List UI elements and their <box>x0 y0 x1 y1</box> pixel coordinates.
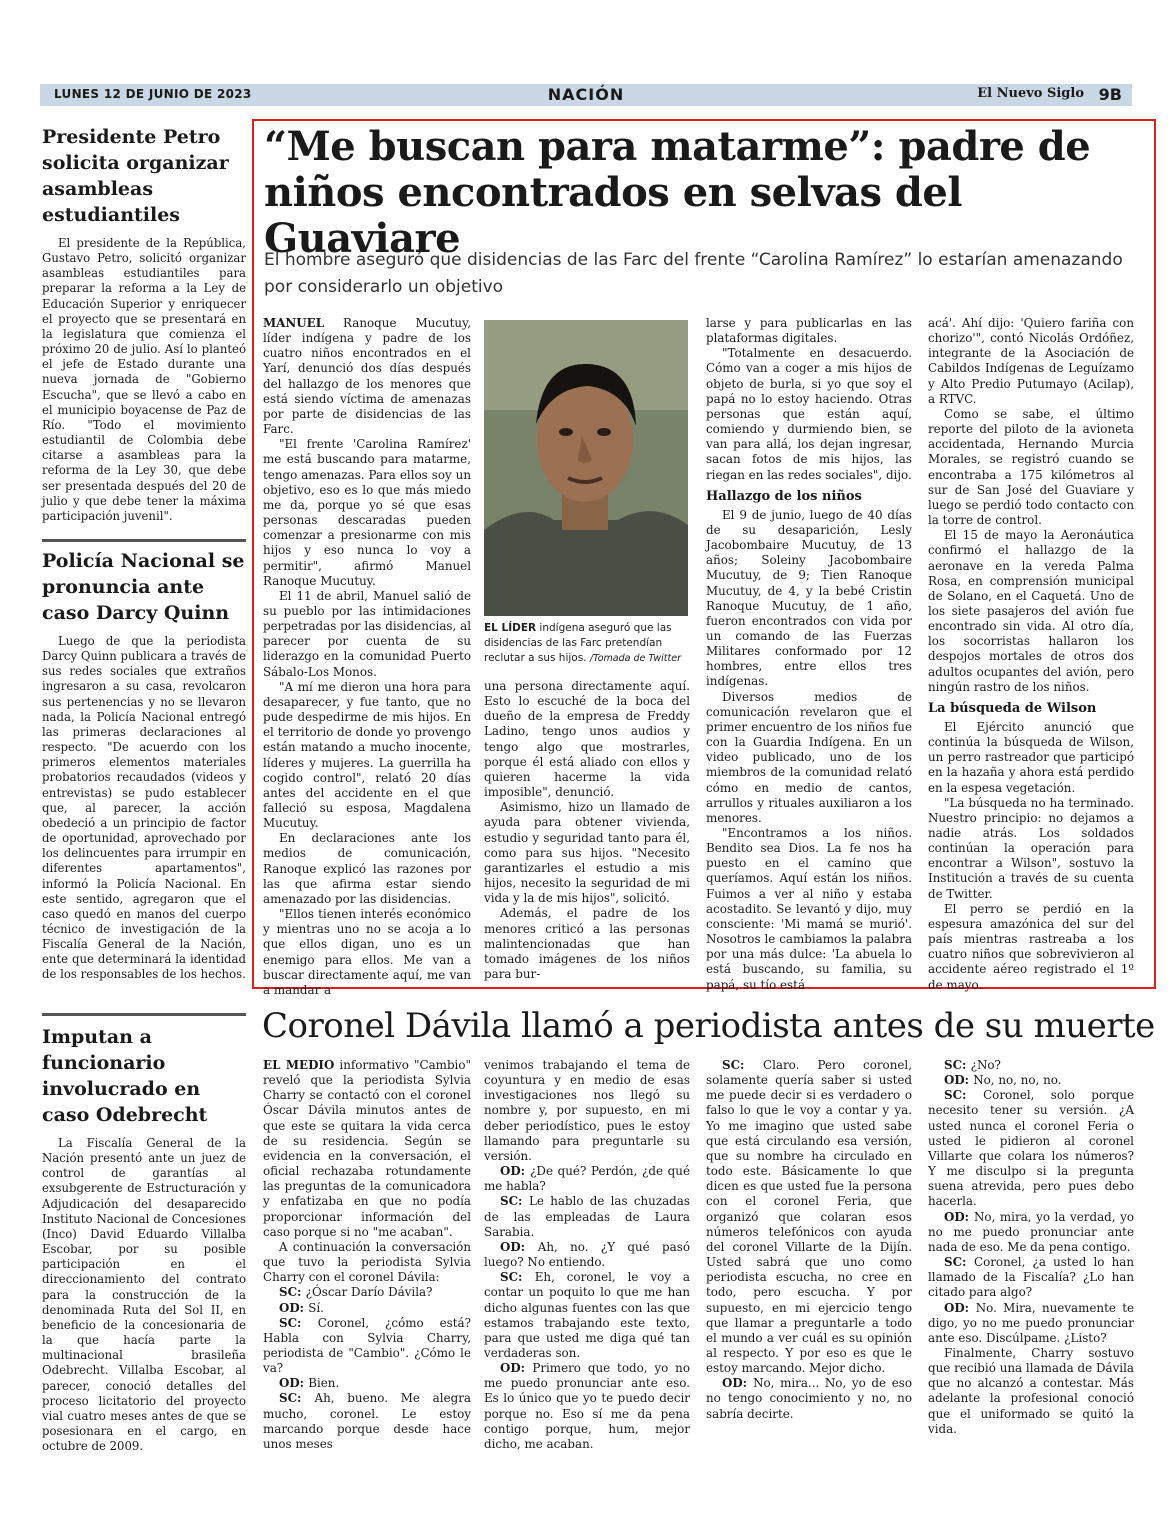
speaker-tag: OD: <box>500 1361 533 1376</box>
subheading-hallazgo: Hallazgo de los niños <box>706 488 862 504</box>
brief-body <box>42 634 246 983</box>
lead-paragraph <box>263 316 471 437</box>
paragraph: SC: Coronel, solo porque necesito tener su versión. ¿A usted nunca el coronel Feria o usted le pidieron al coronel Villarte que colara los números? Y me disculpo si la pregunta suena atrevida, pero pues debo hacerla. <box>928 1088 1134 1209</box>
speaker-tag: OD: <box>279 1376 309 1391</box>
speaker-tag: OD: <box>944 1209 974 1224</box>
photo-credit: /Tomada de Twitter <box>589 653 681 664</box>
paragraph: Además, el padre de los menores criticó a las personas malintencionadas que han tomado imágenes de los niños para bur- <box>484 906 690 981</box>
second-headline: Coronel Dávila llamó a periodista antes de su muerte <box>262 1006 1155 1046</box>
speaker-tag: OD: <box>500 1164 531 1179</box>
speaker-tag: SC: <box>944 1255 974 1270</box>
brief-divider <box>42 539 246 542</box>
brief-body <box>42 1136 246 1454</box>
section-title: NACIÓN <box>547 85 625 104</box>
paragraph: El 11 de abril, Manuel salió de su pueblo por las intimidaciones perpetradas por las disidencias, al parecer por cuenta de su liderazgo en la comunidad Puerto Sábalo-Los Monos. <box>263 588 471 679</box>
issue-date: LUNES 12 DE JUNIO DE 2023 <box>54 87 252 101</box>
brief-petro <box>42 124 246 524</box>
page-number: 9B <box>1098 85 1122 104</box>
second-column-2 <box>484 1058 690 1452</box>
brief-divider <box>42 1013 246 1016</box>
brief-darcy-quinn <box>42 548 246 983</box>
speaker-tag: SC: <box>944 1058 971 1072</box>
second-column-1 <box>263 1058 471 1452</box>
speaker-tag: SC: <box>279 1315 318 1330</box>
photo-caption <box>484 621 694 666</box>
brief-title: Presidente Petro solicita organizar asambleas estudiantiles <box>42 126 229 226</box>
paragraph: OD: ¿De qué? Perdón, ¿de qué me habla? <box>484 1164 690 1194</box>
photo-manuel-ranoque <box>484 320 688 616</box>
speaker-tag: SC: <box>279 1285 306 1300</box>
paragraph: Como se sabe, el último reporte del piloto de la avioneta accidentada, Hernando Murcia Morales, se registró cuando se encontraba a 175 kilómetros al sur de San José del Guaviare y luego se perdió todo contacto con la torre de control. <box>928 406 1134 528</box>
main-column-3 <box>706 316 912 993</box>
second-column-3 <box>706 1058 912 1422</box>
paragraph: SC: ¿Óscar Darío Dávila? <box>279 1285 433 1300</box>
paragraph: SC: Coronel, ¿cómo está? Habla con Sylvia Charry, periodista de "Cambio". ¿Cómo le va? <box>263 1315 471 1376</box>
second-column-4 <box>928 1058 1134 1437</box>
paragraph: "La búsqueda no ha terminado. Nuestro principio: no dejamos a nadie atrás. Los soldados continúan la operación para encontrar a Wilson", sostuvo la Institución a través de su cuenta de Twitter. <box>928 795 1134 901</box>
brief-body <box>42 236 246 524</box>
subheading-wilson: La búsqueda de Wilson <box>928 700 1097 716</box>
paragraph: SC: Eh, coronel, le voy a contar un poquito lo que me han dicho algunas fuentes con las que estamos trabajando este texto, para que usted me diga qué tan verdaderas son. <box>484 1270 690 1360</box>
lead-word: EL MEDIO <box>263 1058 335 1072</box>
paragraph: acá'. Ahí dijo: 'Quiero fariña con chorizo'", contó Nicolás Ordóñez, integrante de la Asociación de Cabildos Indígenas de Leguízamo y Alto Predio Putumayo (Acilap), a RTVC. <box>928 316 1134 406</box>
paragraph: OD: No. Mira, nuevamente te digo, yo no me puedo pronunciar ante eso. Discúlpame. ¿Listo? <box>928 1300 1135 1345</box>
paragraph: OD: No, mira... No, yo de eso no tengo conocimiento y no, no sabría decirte. <box>706 1376 912 1421</box>
speaker-tag: OD: <box>722 1376 754 1391</box>
speaker-tag: SC: <box>722 1058 763 1072</box>
lead-text: Ranoque Mucutuy, líder indígena y padre de los cuatro niños encontrados en el Yarí, denunció dos días después del hallazgo de los menores que está siendo víctima de amenazas por parte de disidencias de las Farc. <box>263 316 471 437</box>
paragraph: En declaraciones ante los medios de comunicación, Ranoque explicó las razones por las que afirma estar siendo amenazado por las disidencias. <box>263 831 471 906</box>
paragraph: Finalmente, Charry sostuvo que recibió una llamada de Dávila que no alcanzó a contestar. Más adelante la profesional conoció que el uniformado se quitó la vida. <box>928 1345 1134 1436</box>
speaker-tag: SC: <box>500 1270 535 1285</box>
main-column-1 <box>263 316 471 998</box>
paragraph: SC: Coronel, ¿a usted lo han llamado de la Fiscalía? ¿Lo han citado para algo? <box>928 1255 1134 1300</box>
speaker-tag: OD: <box>279 1300 309 1315</box>
caption-text: indígena aseguró que las disidencias de las Farc pretendían reclutar a sus hijos. <box>484 622 672 664</box>
paragraph: SC: ¿No? <box>944 1058 1001 1072</box>
paragraph: Diversos medios de comunicación revelaron que el primer encuentro de los niños fue con la Guardia Indígena. En un video publicado, uno de los miembros de la comunidad relató cómo en medio de cantos, arrullos y rituales auxiliaron a los menores. <box>706 689 912 825</box>
lead-word: MANUEL <box>263 316 325 330</box>
paragraph: OD: Ah, no. ¿Y qué pasó luego? No entiendo. <box>484 1239 691 1270</box>
brief-title: Policía Nacional se pronuncia ante caso Darcy Quinn <box>42 550 245 624</box>
paragraph: OD: Sí. <box>279 1300 324 1315</box>
paragraph: A continuación la conversación que tuvo la periodista Sylvia Charry con el coronel Dávila: <box>263 1239 471 1285</box>
brief-title: Imputan a funcionario involucrado en caso Odebrecht <box>42 1026 208 1126</box>
speaker-tag: OD: <box>944 1300 976 1315</box>
paragraph: "Encontramos a los niños. Bendito sea Dios. La fe nos ha puesto en el camino que queríamos. Aquí están los niños. Fuimos a ver al niño y estaba acostadito. Se levantó y dijo, muy consciente: 'Mi mamá se murió'. Nosotros le cambiamos la palabra por una más dulce: 'La abuela lo está buscando, su familia, su papá, su tío está <box>706 826 912 992</box>
paragraph: "El frente 'Carolina Ramírez' me está buscando para matarme, tengo amenazas. Para ellos soy un objetivo, eso es lo que más miedo me da, porque yo sé que esas personas descaradas pueden comenzar a presionarme con mis hijos y eso nunca lo voy a permitir", afirmó Manuel Ranoque Mucutuy. <box>263 437 471 588</box>
brief-paragraph: Luego de que la periodista Darcy Quinn publicara a través de sus redes sociales que extraños ingresaron a su casa, revolcaron sus pertenencias y no se llevaron nada, la Policía Nacional entregó las primeras declaraciones al respecto. "De acuerdo con los primeros elementos materiales probatorios recaudados (videos y entrevistas) se pudo establecer que, al parecer, la acción obedeció a un principio de factor de oportunidad, aprovechado por los delincuentes para irrumpir en diferentes apartamentos", informó la Policía Nacional. En este sentido, agregaron que el caso quedó en manos del cuerpo técnico de investigación de la Fiscalía General de la Nación, ente que determinará la identidad de los responsables de los hechos. <box>42 634 246 982</box>
paragraph: "Ellos tienen interés económico y mientras uno no se acoja a lo que ellos digan, uno es un enemigo para ellos. Me van a buscar directamente aquí, me van a mandar a <box>263 907 471 997</box>
speaker-tag: SC: <box>944 1088 984 1103</box>
brief-odebrecht <box>42 1024 246 1454</box>
paragraph: SC: Ah, bueno. Me alegra mucho, coronel. Le estoy marcando porque desde hace unos meses <box>263 1391 471 1451</box>
brief-paragraph: El presidente de la República, Gustavo Petro, solicitó organizar asambleas estudiantiles para preparar la reforma a la Ley de Educación Superior y enriquecer el proyecto que se presentará en la legislatura que comienza el próximo 20 de julio. Así lo planteó el jefe de Estado durante una nueva jornada de "Gobierno Escucha", que se llevó a cabo en el municipio boyacense de Paz de Río. "Todo el movimiento estudiantil de Colombia debe citarse a asambleas para la reforma de la Ley 30, que debe ser presentada después del 20 de julio y que debe tener la máxima participación juvenil". <box>42 236 246 523</box>
paragraph: Asimismo, hizo un llamado de ayuda para obtener vivienda, estudio y seguridad tanto para él, como para sus hijos. "Necesito garantizarles el estudio a mis hijos, necesito la seguridad de mi vida y la de mis hijos", solicitó. <box>484 800 690 906</box>
paragraph: El 9 de junio, luego de 40 días de su desaparición, Lesly Jacobombaire Mucutuy, de 13 años; Soleiny Jacobombaire Mucutuy, de 9; Tien Ranoque Mucutuy, de 4, y la bebé Cristin Ranoque Mucutuy, de 1 año, fueron encontrados con vida por un comando de las Fuerzas Militares conformado por 12 hombres, entre ellos tres indígenas. <box>706 507 912 689</box>
caption-lead: EL LÍDER <box>484 622 537 634</box>
paragraph: El Ejército anunció que continúa la búsqueda de Wilson, un perro rastreador que participó en la hazaña y ahora está perdido en la espesa vegetación. <box>928 719 1134 795</box>
lead-paragraph <box>263 1058 471 1240</box>
speaker-tag: OD: <box>944 1073 974 1088</box>
page-header-bar <box>40 84 1132 106</box>
paragraph: SC: Claro. Pero coronel, solamente quería saber si usted me puede decir si es verdadero o falso lo que le voy a contar y ya. Yo me imagino que usted sabe que está circulando esa versión, que su nombre ha circulado en todo este. Básicamente lo que dicen es que usted fue la persona con el coronel Feria, que organizó que colaran esos números telefónicos con ayuda del coronel Villarte de la Dijín. Usted sabrá que uno como periodista escucha, no cree en todo, pero escucha. Y por supuesto, en mi ejercicio tengo que llamar a preguntarle a todo el mundo a ver cuál es su opinión al respecto. Y por eso es que le estoy marcando. Mejor dicho. <box>706 1058 912 1376</box>
speaker-tag: SC: <box>500 1194 530 1209</box>
paragraph: El perro se perdió en la espesura amazónica del sur del país mientras rastreaba a los cuatro niños que sobrevivieron al accidente aéreo registrado el 1º de mayo. <box>928 901 1134 992</box>
paragraph: venimos trabajando el tema de coyuntura y en medio de esas investigaciones nos llegó su nombre y, por supuesto, en mi deber periodístico, pues le estoy llamando para preguntarle su versión. <box>484 1058 690 1163</box>
paragraph: "A mí me dieron una hora para desaparecer, y fue tanto, que no pude despedirme de mis hijos. En el territorio de donde yo provengo están matando a mucho inocente, líderes y mujeres. La guerrilla ha cogido control", relató 20 días antes del accidente en el que falleció su esposa, Magdalena Mucutuy. <box>263 679 471 831</box>
paragraph: OD: No, no, no, no. <box>944 1073 1062 1088</box>
speaker-tag: SC: <box>279 1391 315 1406</box>
newspaper-name: El Nuevo Siglo <box>977 86 1084 101</box>
paragraph: "Totalmente en desacuerdo. Cómo van a coger a mis hijos de objeto de burla, si yo que soy el papá no lo estoy haciendo. Otras personas que están aquí, comiendo y durmiendo bien, se van para allá, los dejan ingresar, sacan fotos de mis hijos, las riegan en las redes sociales", dijo. <box>706 346 912 482</box>
paragraph: SC: Le hablo de las chuzadas de las empleadas de Laura Sarabia. <box>484 1194 690 1239</box>
paragraph: OD: No, mira, yo la verdad, yo no me puedo pronunciar ante nada de eso. Me da pena contigo. <box>928 1209 1134 1254</box>
main-column-2 <box>484 679 690 982</box>
main-subheadline: El hombre aseguró que disidencias de las Farc del frente “Carolina Ramírez” lo estarían amenazando por considerarlo un objetivo <box>264 250 1123 297</box>
lead-text: informativo "Cambio" reveló que la periodista Sylvia Charry se contactó con el coronel Óscar Dávila minutos antes de que este se quitara la vida cerca de su residencia. Según se evidencia en la conversación, el oficial rechazaba rotundamente las preguntas de la comunicadora y enfatizaba en que no podía proporcionar información del caso porque si no "me acaban". <box>263 1058 471 1239</box>
main-column-4 <box>928 316 1134 993</box>
paragraph: El 15 de mayo la Aeronáutica confirmó el hallazgo de la aeronave en la vereda Palma Rosa, en comprensión municipal de Solano, en el Caquetá. Uno de los siete pasajeros del avión fue encontrado sin vida. Al otro día, los socorristas hallaron los despojos mortales de otros dos adultos ocupantes del avión, pero ningún rastro de los niños. <box>928 528 1134 694</box>
paragraph: OD: Primero que todo, yo no me puedo pronunciar ante eso. Es lo único que yo te puedo decir porque no. Eso sí me da pena contigo porque, hum, mejor dicho, me acaban. <box>484 1361 690 1451</box>
portrait-image <box>484 320 688 616</box>
brief-paragraph: La Fiscalía General de la Nación presentó ante un juez de control de garantías al exsubgerente de Estructuración y Adjudicación del desaparecido Instituto Nacional de Concesiones (Inco) David Eduardo Villalba Escobar, por su posible participación en el direccionamiento del contrato para la construcción de la denominada Ruta del Sol II, en beneficio de la concesionaria de la que hacía parte la multinacional brasileña Odebrecht. Villalba Escobar, al parecer, conoció detalles del proceso licitatorio del proyecto vial cuatro meses antes de que se posesionara en el cargo, en octubre de 2009. <box>42 1136 246 1454</box>
paragraph: larse y para publicarlas en las plataformas digitales. <box>706 316 912 346</box>
paragraph: una persona directamente aquí. Esto lo escuché de la boca del dueño de la empresa de Freddy Ladino, tengo unos audios y tengo algo que mostrarles, porque él está aliado con ellos y quieren hacerme la vida imposible", denunció. <box>484 679 690 800</box>
main-headline: “Me buscan para matarme”: padre de niños encontrados en selvas del Guaviare <box>264 123 1091 262</box>
speaker-tag: OD: <box>500 1239 538 1254</box>
paragraph: OD: Bien. <box>279 1376 340 1391</box>
